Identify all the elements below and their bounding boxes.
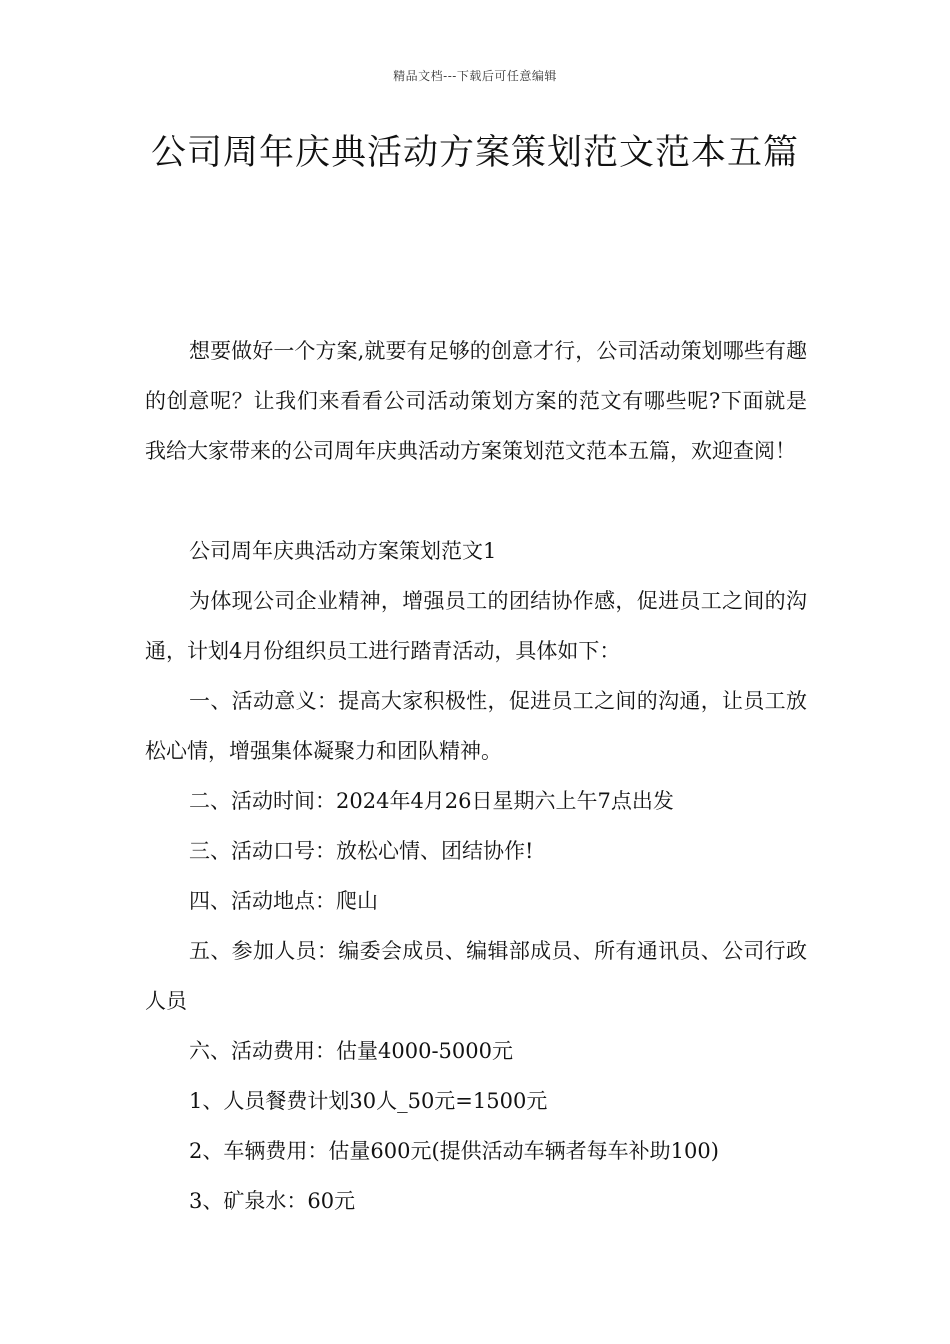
item-participants: 五、参加人员：编委会成员、编辑部成员、所有通讯员、公司行政人员 (145, 939, 807, 1013)
item-location: 四、活动地点：爬山 (189, 889, 378, 913)
cost-item-water: 3、矿泉水：60元 (189, 1189, 356, 1213)
header-note: 精品文档---下载后可任意编辑 (393, 69, 557, 83)
section-intro-paragraph: 为体现公司企业精神，增强员工的团结协作感，促进员工之间的沟通，计划4月份组织员工进行踏青活动，具体如下： (145, 589, 807, 663)
item-cost: 六、活动费用：估量4000-5000元 (189, 1039, 513, 1063)
item-slogan: 三、活动口号：放松心情、团结协作! (189, 839, 534, 863)
cost-item-meals: 1、人员餐费计划30人_50元=1500元 (189, 1089, 548, 1113)
item-purpose: 一、活动意义：提高大家积极性，促进员工之间的沟通，让员工放松心情，增强集体凝聚力和团队精神。 (145, 689, 807, 763)
intro-paragraph: 想要做好一个方案,就要有足够的创意才行，公司活动策划哪些有趣的创意呢？让我们来看看公司活动策划方案的范文有哪些呢?下面就是我给大家带来的公司周年庆典活动方案策划范文范本五篇，欢迎查阅！ (145, 339, 807, 463)
cost-item-vehicles: 2、车辆费用：估量600元(提供活动车辆者每车补助100) (189, 1139, 719, 1163)
section-heading: 公司周年庆典活动方案策划范文1 (189, 539, 497, 563)
item-time: 二、活动时间：2024年4月26日星期六上午7点出发 (189, 789, 674, 813)
document-title: 公司周年庆典活动方案策划范文范本五篇 (150, 133, 799, 173)
